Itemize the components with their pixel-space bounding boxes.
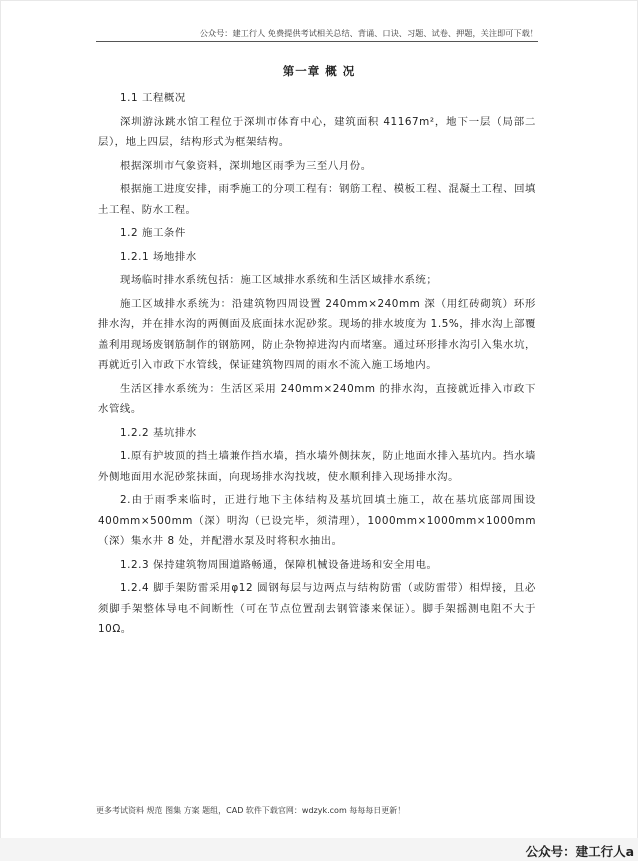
paragraph: 现场临时排水系统包括：施工区域排水系统和生活区域排水系统； (120, 274, 438, 286)
paragraph: 1.2.3 保持建筑物周围道路畅通，保障机械设备进场和安全用电。 (120, 558, 438, 571)
paragraph: 深圳游泳跳水馆工程位于深圳市体育中心，建筑面积 41167m²，地下一层（局部二层），地上四层，结构形式为框架结构。 (98, 115, 536, 148)
header-divider (96, 41, 538, 42)
header-banner: 公众号：建工行人 免费提供考试相关总结、背诵、口诀、习题、试卷、押题，关注即可下载！ (199, 28, 538, 38)
paragraph: 施工区域排水系统为：沿建筑物四周设置 240mm×240mm 深（用红砖砌筑）环形排水沟，并在排水沟的两侧面及底面抹水泥砂浆。现场的排水坡度为 1.5%，排水沟上部覆盖利用现场废钢筋制作的钢筋网，防止杂物掉进沟内而堵塞。通过环形排水沟引入集水坑，再就近引入市政下水管线，保证建筑物四周的雨水不流入施工场地内。 (98, 297, 536, 371)
subsection-heading: 1.2.1 场地排水 (120, 250, 197, 263)
paragraph: 1.2.4 脚手架防雷采用φ12 圆钢每层与边两点与结构防雷（或防雷带）相焊接，且必须脚手架整体导电不间断性（可在节点位置刮去钢管漆来保证）。脚手架摇测电阻不大于 10Ω。 (98, 582, 536, 635)
watermark-text: 公众号：建工行人a (525, 844, 634, 859)
paragraph: 2.由于雨季来临时，正进行地下主体结构及基坑回填土施工，故在基坑底部周围设 400mm×500mm（深）明沟（已设完毕，须清理），1000mm×1000mm×1000mm（深）集水井 8 处，并配潜水泵及时将积水抽出。 (98, 494, 536, 547)
section-heading: 1.1 工程概况 (120, 92, 186, 104)
chapter-title: 第一章 概 况 (282, 64, 356, 78)
paragraph: 生活区排水系统为：生活区采用 240mm×240mm 的排水沟，直接就近排入市政下水管线。 (98, 382, 536, 415)
paragraph: 根据施工进度安排，雨季施工的分项工程有：钢筋工程、模板工程、混凝土工程、回填土工程、防水工程。 (98, 183, 536, 216)
subsection-heading: 1.2.2 基坑排水 (120, 426, 197, 439)
paragraph: 1.原有护坡顶的挡土墙兼作挡水墙，挡水墙外侧抹灰，防止地面水排入基坑内。挡水墙外侧地面用水泥砂浆抹面，向现场排水沟找坡，使水顺利排入现场排水沟。 (98, 450, 536, 483)
document-body (98, 88, 536, 640)
section-heading: 1.2 施工条件 (120, 227, 186, 239)
footer-text: 更多考试资料 规范 图集 方案 题组，CAD 软件下载官网：wdzyk.com 每每每日更新！ (96, 806, 406, 815)
paragraph: 根据深圳市气象资料，深圳地区雨季为三至八月份。 (120, 159, 372, 172)
